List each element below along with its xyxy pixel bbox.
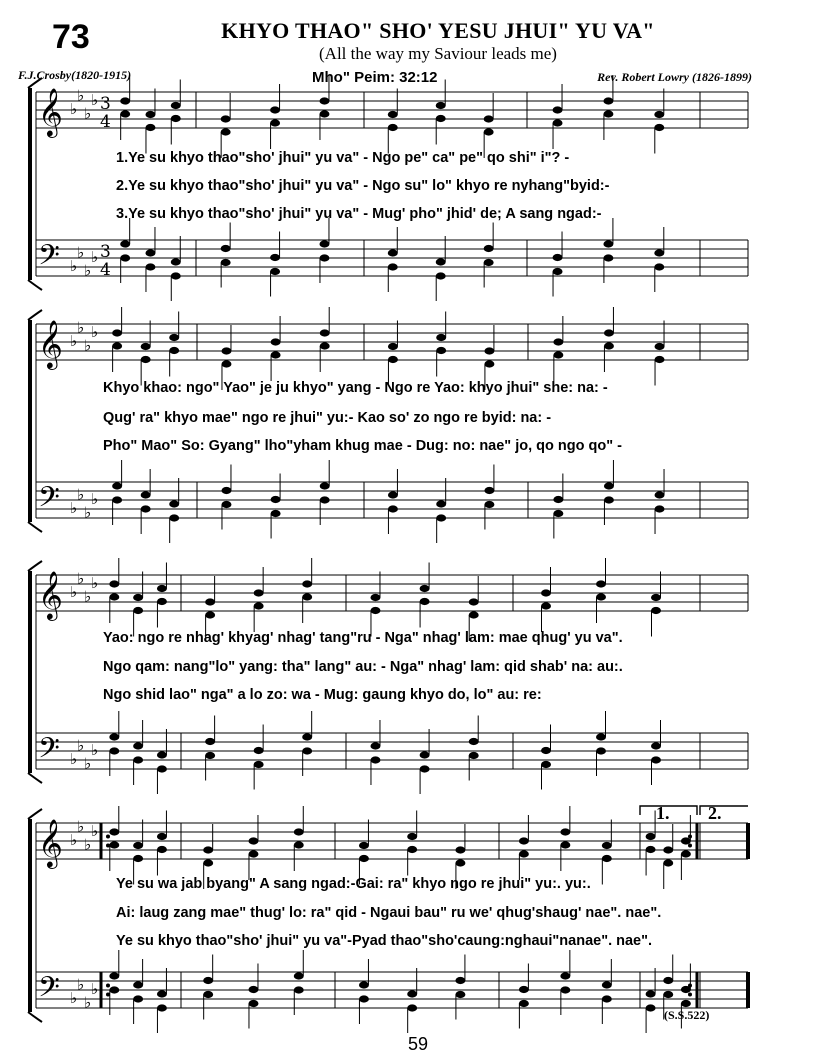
bass-note-head xyxy=(663,991,673,998)
treble-note-head xyxy=(319,97,329,104)
bass-note-head xyxy=(320,482,330,489)
treble-note-head xyxy=(436,347,446,354)
time-signature-bottom: 4 xyxy=(100,260,111,280)
bass-note-head xyxy=(141,505,151,512)
treble-note-head xyxy=(221,360,231,367)
bass-note-head xyxy=(602,995,612,1002)
treble-note-head xyxy=(109,828,119,835)
bass-note-head xyxy=(203,991,213,998)
repeat-dot xyxy=(106,835,110,839)
treble-note-head xyxy=(407,846,417,853)
treble-note-head xyxy=(112,329,122,336)
first-ending-mark: 1. xyxy=(656,803,670,823)
lyric-verse-3-line-2: Pho" Mao" So: Gyang" lho"yham khug mae - Dug: no: nae" jo, qo ngo qo" - xyxy=(103,438,622,454)
treble-note-head xyxy=(205,598,215,605)
hymn-title: KHYO THAO" SHO' YESU JHUI" YU VA" xyxy=(221,18,655,43)
bass-note-head xyxy=(248,1000,258,1007)
treble-note-head xyxy=(436,115,446,122)
bass-note-head xyxy=(157,765,167,772)
bass-note-head xyxy=(120,254,130,261)
treble-note-head xyxy=(651,594,661,601)
bass-note-head xyxy=(407,1004,417,1011)
time-signature-top: 3 xyxy=(100,242,111,262)
bass-note-head xyxy=(602,981,612,988)
bass-note-head xyxy=(553,254,563,261)
treble-note-head xyxy=(484,115,494,122)
key-flat: ♭ xyxy=(77,318,85,337)
bass-note-head xyxy=(560,972,570,979)
bass-note-head xyxy=(541,761,551,768)
treble-note-head xyxy=(109,593,119,600)
bass-note-head xyxy=(221,501,231,508)
key-flat: ♭ xyxy=(70,100,78,118)
bass-note-head xyxy=(484,487,494,494)
time-signature-bottom: 4 xyxy=(100,112,111,132)
key-flat: ♭ xyxy=(84,835,92,854)
treble-note-head xyxy=(133,855,143,862)
bass-note-head xyxy=(455,977,465,984)
treble-note-head xyxy=(604,342,614,349)
bass-note-head xyxy=(145,263,155,270)
treble-note-head xyxy=(596,580,606,587)
bracket-hook xyxy=(28,773,42,783)
bass-note-head xyxy=(302,733,312,740)
bass-note-head xyxy=(681,986,691,993)
treble-note-head xyxy=(205,611,215,618)
treble-note-head xyxy=(294,841,304,848)
bass-note-head xyxy=(133,756,143,763)
bass-note-head xyxy=(604,482,614,489)
repeat-dot xyxy=(106,984,110,988)
treble-note-head xyxy=(681,850,691,857)
key-flat: ♭ xyxy=(91,323,99,341)
treble-note-head xyxy=(141,343,151,350)
treble-clef: 𝄞 xyxy=(38,570,63,619)
treble-note-head xyxy=(203,859,213,866)
treble-note-head xyxy=(271,338,281,345)
lyric-verse-3-line-4: Ye su khyo thao"sho' jhui" yu va"-Pyad thao"sho'caung:nghaui"nanae". nae". xyxy=(116,933,653,949)
bass-note-head xyxy=(319,254,329,261)
bass-note-head xyxy=(560,986,570,993)
key-flat: ♭ xyxy=(84,587,92,606)
bass-note-head xyxy=(455,991,465,998)
lyric-verse-2-line-2: Qug' ra" khyo mae" ngo re jhui" yu:- Kao so' zo ngo re byid: na: - xyxy=(103,410,552,426)
treble-note-head xyxy=(248,850,258,857)
treble-note-head xyxy=(646,846,656,853)
scripture-reference: Mho" Peim: 32:12 xyxy=(312,69,438,86)
key-flat: ♭ xyxy=(84,104,92,123)
bass-note-head xyxy=(484,245,494,252)
key-flat: ♭ xyxy=(91,822,99,840)
bass-note-head xyxy=(171,272,181,279)
treble-note-head xyxy=(320,342,330,349)
tune-source: (S.S.522) xyxy=(664,1008,710,1022)
bass-note-head xyxy=(651,756,661,763)
treble-note-head xyxy=(646,833,656,840)
treble-note-head xyxy=(655,356,665,363)
key-flat: ♭ xyxy=(70,583,78,601)
treble-note-head xyxy=(388,111,398,118)
bass-note-head xyxy=(553,496,563,503)
lyric-verse-3-line-1: 3.Ye su khyo thao"sho' jhui" yu va" - Mug' pho" jhid' de; A sang ngad:- xyxy=(116,206,602,222)
bass-note-head xyxy=(436,258,446,265)
bass-note-head xyxy=(270,254,280,261)
treble-note-head xyxy=(436,334,446,341)
bass-note-head xyxy=(436,500,446,507)
bass-note-head xyxy=(171,258,181,265)
bass-note-head xyxy=(133,981,143,988)
bass-note-head xyxy=(596,733,606,740)
bass-note-head xyxy=(436,272,446,279)
key-flat: ♭ xyxy=(70,332,78,350)
treble-note-head xyxy=(254,589,264,596)
treble-note-head xyxy=(169,334,179,341)
bass-note-head xyxy=(109,733,119,740)
bass-note-head xyxy=(271,510,281,517)
page-number: 59 xyxy=(407,1034,429,1054)
key-flat: ♭ xyxy=(91,91,99,109)
lyric-verse-1-line-3: Yao: ngo re nhag' khyag' nhag' tang"ru - Nga" nhag' lam: mae qhug' yu va". xyxy=(103,630,623,646)
bass-clef: 𝄢 xyxy=(38,481,60,521)
bass-note-head xyxy=(109,972,119,979)
treble-note-head xyxy=(388,124,398,131)
bass-note-head xyxy=(388,249,398,256)
bass-note-head xyxy=(320,496,330,503)
bass-note-head xyxy=(205,738,215,745)
treble-note-head xyxy=(655,343,665,350)
lyric-verse-2-line-1: 2.Ye su khyo thao"sho' jhui" yu va" - Ngo su" lo" khyo re nyhang"byid:- xyxy=(116,178,610,194)
lyric-verse-1-line-4: Ye su wa jab byang" A sang ngad:-Gai: ra" khyo ngo re jhui" yu:. yu:. xyxy=(116,876,591,892)
treble-note-head xyxy=(203,846,213,853)
treble-clef: 𝄞 xyxy=(38,87,63,136)
bracket-hook xyxy=(28,522,42,532)
bass-clef: 𝄢 xyxy=(38,239,60,279)
bass-note-head xyxy=(484,259,494,266)
treble-note-head xyxy=(370,594,380,601)
key-flat: ♭ xyxy=(77,817,85,836)
treble-note-head xyxy=(602,842,612,849)
treble-note-head xyxy=(604,329,614,336)
treble-note-head xyxy=(654,124,664,131)
key-flat: ♭ xyxy=(70,989,78,1007)
bass-note-head xyxy=(271,496,281,503)
hymn-subtitle: (All the way my Saviour leads me) xyxy=(319,44,557,63)
bass-note-head xyxy=(145,249,155,256)
treble-note-head xyxy=(271,351,281,358)
key-flat: ♭ xyxy=(77,569,85,588)
bass-note-head xyxy=(302,747,312,754)
key-flat: ♭ xyxy=(84,503,92,522)
treble-note-head xyxy=(681,837,691,844)
bass-note-head xyxy=(646,1004,656,1011)
treble-note-head xyxy=(560,828,570,835)
bass-clef: 𝄢 xyxy=(38,971,60,1011)
treble-note-head xyxy=(388,343,398,350)
bass-note-head xyxy=(553,268,563,275)
bass-note-head xyxy=(553,510,563,517)
treble-note-head xyxy=(171,102,181,109)
treble-clef: 𝄞 xyxy=(38,319,63,368)
treble-note-head xyxy=(112,342,122,349)
treble-note-head xyxy=(145,124,155,131)
treble-note-head xyxy=(407,833,417,840)
bass-note-head xyxy=(169,514,179,521)
treble-note-head xyxy=(420,585,430,592)
repeat-dot xyxy=(688,993,692,997)
bass-note-head xyxy=(109,986,119,993)
treble-note-head xyxy=(221,347,231,354)
treble-note-head xyxy=(319,110,329,117)
bass-note-head xyxy=(388,263,398,270)
key-flat: ♭ xyxy=(70,257,78,275)
bass-note-head xyxy=(596,747,606,754)
repeat-dot xyxy=(688,844,692,848)
treble-note-head xyxy=(553,338,563,345)
treble-note-head xyxy=(370,607,380,614)
bass-note-head xyxy=(120,240,130,247)
treble-note-head xyxy=(602,855,612,862)
bass-note-head xyxy=(112,496,122,503)
bass-note-head xyxy=(604,496,614,503)
treble-note-head xyxy=(663,859,673,866)
bass-note-head xyxy=(133,742,143,749)
bass-note-head xyxy=(646,990,656,997)
bass-note-head xyxy=(112,482,122,489)
treble-note-head xyxy=(157,833,167,840)
treble-note-head xyxy=(270,106,280,113)
bass-note-head xyxy=(248,986,258,993)
bass-note-head xyxy=(254,747,264,754)
bass-note-head xyxy=(294,972,304,979)
bass-note-head xyxy=(603,254,613,261)
treble-note-head xyxy=(469,598,479,605)
bass-note-head xyxy=(221,259,231,266)
treble-note-head xyxy=(145,111,155,118)
treble-note-head xyxy=(553,106,563,113)
bass-note-head xyxy=(254,761,264,768)
treble-note-head xyxy=(109,580,119,587)
treble-note-head xyxy=(221,128,231,135)
bass-note-head xyxy=(655,491,665,498)
treble-note-head xyxy=(320,329,330,336)
treble-note-head xyxy=(120,110,130,117)
treble-note-head xyxy=(133,607,143,614)
lyric-verse-3-line-3: Ngo shid lao" nga" a lo zo: wa - Mug: gaung khyo do, lo" au: re: xyxy=(103,687,542,703)
bass-note-head xyxy=(270,268,280,275)
treble-note-head xyxy=(359,855,369,862)
treble-note-head xyxy=(484,128,494,135)
key-flat: ♭ xyxy=(70,750,78,768)
treble-clef: 𝄞 xyxy=(38,818,63,867)
bass-note-head xyxy=(388,491,398,498)
bass-note-head xyxy=(407,990,417,997)
treble-note-head xyxy=(171,115,181,122)
key-flat: ♭ xyxy=(77,243,85,262)
key-flat: ♭ xyxy=(70,499,78,517)
bass-note-head xyxy=(109,747,119,754)
key-flat: ♭ xyxy=(91,980,99,998)
treble-note-head xyxy=(663,846,673,853)
treble-note-head xyxy=(294,828,304,835)
treble-note-head xyxy=(553,119,563,126)
treble-note-head xyxy=(541,589,551,596)
treble-note-head xyxy=(169,347,179,354)
treble-note-head xyxy=(248,837,258,844)
bass-note-head xyxy=(169,500,179,507)
bass-note-head xyxy=(469,738,479,745)
hymn-number: 73 xyxy=(52,18,90,56)
treble-note-head xyxy=(109,841,119,848)
treble-note-head xyxy=(603,97,613,104)
bass-note-head xyxy=(157,990,167,997)
key-flat: ♭ xyxy=(91,490,99,508)
key-flat: ♭ xyxy=(77,86,85,105)
bass-note-head xyxy=(359,981,369,988)
treble-note-head xyxy=(519,837,529,844)
key-flat: ♭ xyxy=(84,261,92,280)
treble-note-head xyxy=(541,602,551,609)
treble-note-head xyxy=(553,351,563,358)
bass-note-head xyxy=(484,501,494,508)
treble-note-head xyxy=(484,360,494,367)
key-flat: ♭ xyxy=(91,741,99,759)
treble-note-head xyxy=(254,602,264,609)
key-flat: ♭ xyxy=(84,336,92,355)
treble-note-head xyxy=(302,593,312,600)
composer-credit: Rev. Robert Lowry (1826-1899) xyxy=(597,70,752,84)
bass-note-head xyxy=(420,765,430,772)
treble-note-head xyxy=(157,598,167,605)
lyric-verse-1-line-2: Khyo khao: ngo" Yao" je ju khyo" yang - Ngo re Yao: khyo jhui" she: na: - xyxy=(103,380,608,396)
treble-note-head xyxy=(141,356,151,363)
bracket-hook xyxy=(28,1012,42,1022)
bracket-hook xyxy=(28,280,42,290)
treble-note-head xyxy=(560,841,570,848)
bass-note-head xyxy=(519,1000,529,1007)
bass-note-head xyxy=(141,491,151,498)
bass-note-head xyxy=(133,995,143,1002)
bass-note-head xyxy=(436,514,446,521)
treble-note-head xyxy=(519,850,529,857)
bass-note-head xyxy=(359,995,369,1002)
lyric-verse-1-line-1: 1.Ye su khyo thao"sho' jhui" yu va" - Ngo pe" ca" pe" qo shi" i"? - xyxy=(116,150,570,166)
treble-note-head xyxy=(133,594,143,601)
treble-note-head xyxy=(359,842,369,849)
treble-note-head xyxy=(654,111,664,118)
bass-note-head xyxy=(203,977,213,984)
treble-note-head xyxy=(120,97,130,104)
bass-note-head xyxy=(654,263,664,270)
treble-note-head xyxy=(436,102,446,109)
treble-note-head xyxy=(455,859,465,866)
bass-note-head xyxy=(519,986,529,993)
treble-note-head xyxy=(420,598,430,605)
bass-note-head xyxy=(654,249,664,256)
bass-note-head xyxy=(603,240,613,247)
key-flat: ♭ xyxy=(77,485,85,504)
bass-note-head xyxy=(663,977,673,984)
bass-note-head xyxy=(420,751,430,758)
key-flat: ♭ xyxy=(91,248,99,266)
bass-note-head xyxy=(469,752,479,759)
bass-note-head xyxy=(388,505,398,512)
key-flat: ♭ xyxy=(77,736,85,755)
lyricist-credit: F.J.Crosby(1820-1915) xyxy=(18,68,132,82)
key-flat: ♭ xyxy=(84,754,92,773)
key-flat: ♭ xyxy=(77,975,85,994)
key-flat: ♭ xyxy=(84,993,92,1012)
bass-note-head xyxy=(541,747,551,754)
bass-note-head xyxy=(157,751,167,758)
time-signature-top: 3 xyxy=(100,94,111,114)
lyric-verse-2-line-3: Ngo qam: nang"lo" yang: tha" lang" au: - Nga" nhag' lam: qid shab' na: au:. xyxy=(103,659,623,675)
key-flat: ♭ xyxy=(91,574,99,592)
bass-note-head xyxy=(157,1004,167,1011)
bass-clef: 𝄢 xyxy=(38,732,60,772)
treble-note-head xyxy=(596,593,606,600)
treble-note-head xyxy=(302,580,312,587)
bass-note-head xyxy=(221,487,231,494)
bass-note-head xyxy=(221,245,231,252)
bass-note-head xyxy=(370,742,380,749)
treble-note-head xyxy=(221,115,231,122)
key-flat: ♭ xyxy=(70,831,78,849)
treble-note-head xyxy=(603,110,613,117)
treble-note-head xyxy=(388,356,398,363)
bass-note-head xyxy=(319,240,329,247)
second-ending-mark: 2. xyxy=(708,803,722,823)
treble-note-head xyxy=(469,611,479,618)
lyric-verse-2-line-4: Ai: laug zang mae" thug' lo: ra" qid - Ngaui bau" ru we' qhug'shaug' nae". nae". xyxy=(116,905,662,921)
bass-note-head xyxy=(681,1000,691,1007)
treble-note-head xyxy=(133,842,143,849)
treble-note-head xyxy=(157,846,167,853)
bass-note-head xyxy=(370,756,380,763)
bass-note-head xyxy=(655,505,665,512)
treble-note-head xyxy=(484,347,494,354)
treble-note-head xyxy=(651,607,661,614)
treble-note-head xyxy=(270,119,280,126)
bass-note-head xyxy=(294,986,304,993)
bass-note-head xyxy=(205,752,215,759)
treble-note-head xyxy=(455,846,465,853)
bass-note-head xyxy=(651,742,661,749)
treble-note-head xyxy=(157,585,167,592)
